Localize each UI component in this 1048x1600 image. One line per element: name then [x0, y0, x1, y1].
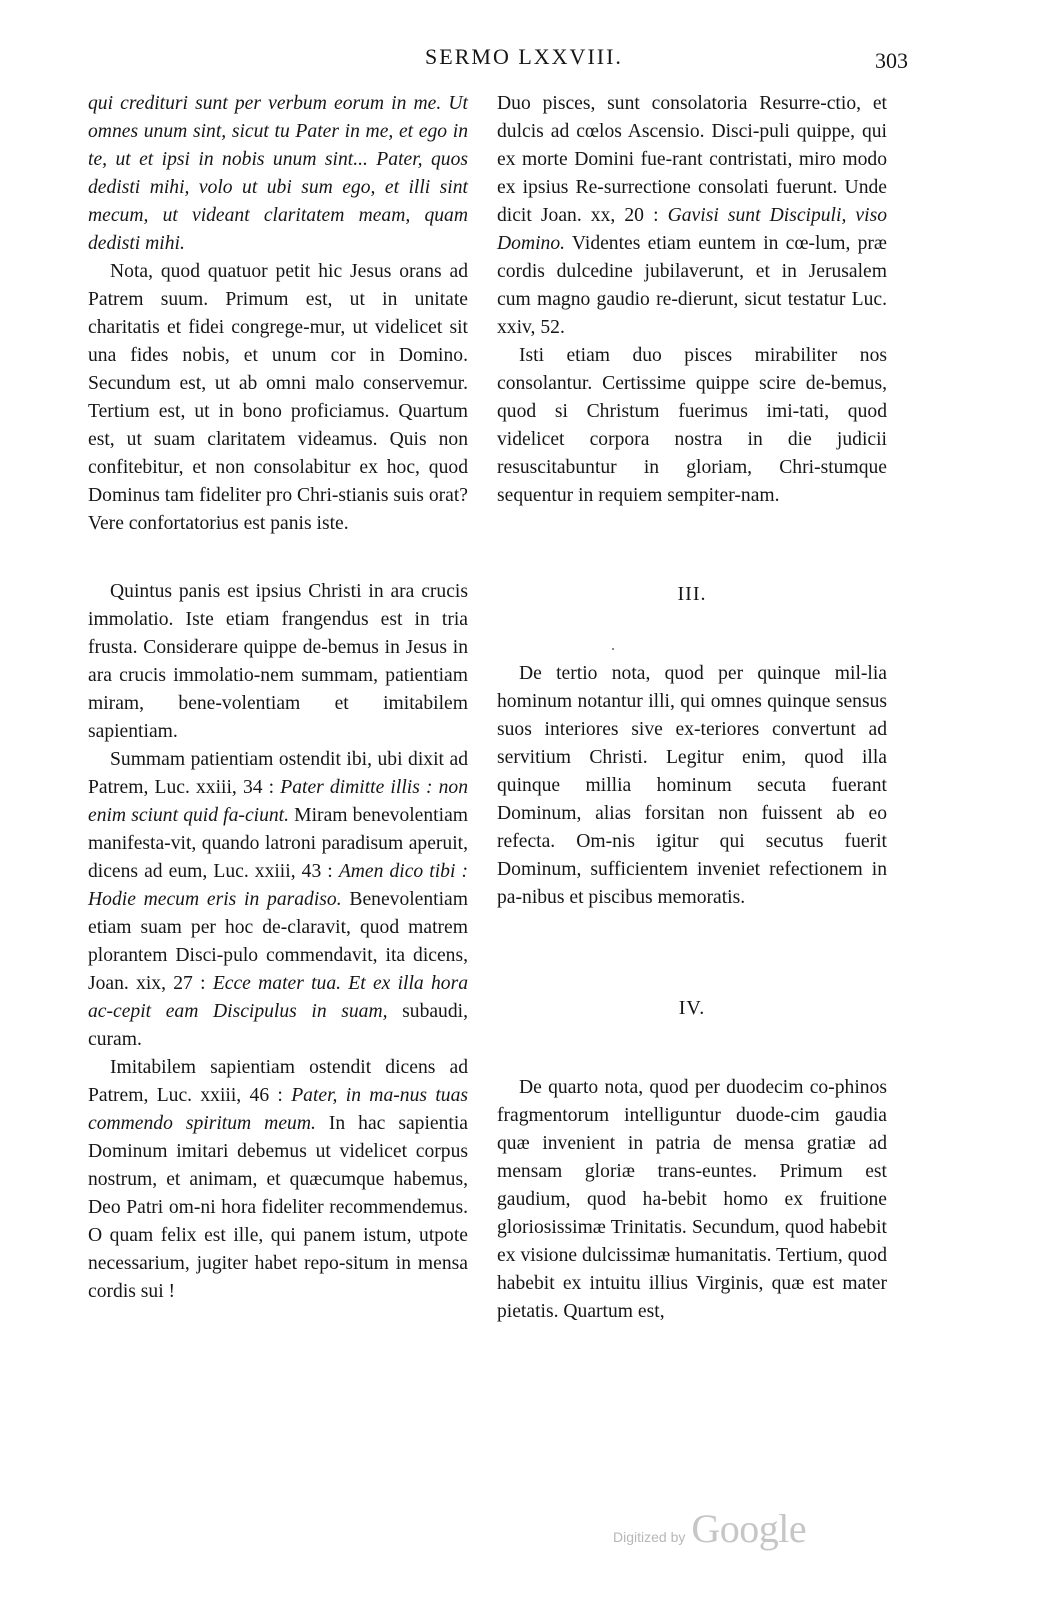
text-run: subaudi, curam.	[88, 1001, 468, 1050]
text-run: dierunt, sicut testatur Luc. xxiv, 52.	[497, 289, 887, 338]
text-run: rant contristati, miro modo ex ipsius Re-	[497, 149, 887, 198]
ink-speck	[612, 648, 614, 650]
text-run: Quintus panis est ipsius Christi in ara crucis immolatio. Iste etiam frangendus est in tria frusta. Considerare quippe de-	[88, 581, 468, 658]
text-run: claravit, quod matrem plorantem Disci-	[88, 917, 468, 966]
scripture-quote: Ecce mater tua. Et ex illa hora ac-	[88, 973, 468, 1022]
section-heading-4: IV.	[678, 997, 706, 1019]
right-column	[497, 90, 887, 1326]
scripture-quote: cepit eam Discipulus in suam,	[113, 1001, 388, 1022]
scripture-quote: Pater, in ma-	[291, 1085, 400, 1106]
text-run: nem summam, patientiam miram, bene-	[88, 665, 468, 714]
digitized-by-text: Digitized by	[613, 1529, 686, 1545]
text-run: In hac sapientia Dominum imitari debemus ut videlicet corpus nostrum, et animam, et quæcumque habemus, Deo Patri om-	[88, 1113, 468, 1218]
text-run: Duo pisces, sunt consolatoria Resurre-	[497, 93, 827, 114]
text-run: pulo commendavit, ita dicens, Joan. xix, 27 :	[88, 945, 468, 994]
text-run: surrectione consolati fuerunt. Unde dicit Joan. xx, 20 :	[497, 177, 887, 226]
google-logo-text: Google	[691, 1506, 807, 1551]
left-paragraph-quintus	[88, 578, 468, 746]
left-paragraph-imitabilem	[88, 1054, 468, 1306]
text-run: Imitabilem sapientiam ostendit dicens ad Patrem, Luc. xxiii, 46 :	[88, 1057, 468, 1106]
text-run: vit, quando latroni paradisum aperuit, dicens ad eum, Luc. xxiii, 43 :	[88, 833, 468, 882]
text-run: Nota, quod quatuor petit hic Jesus orans ad Patrem suum. Primum est, ut in unitate charitatis et fidei congrege-	[88, 261, 468, 338]
left-paragraph-summam	[88, 746, 468, 1054]
scripture-quote: Pater dimitte illis : non enim sciunt quid fa-	[88, 777, 468, 826]
right-paragraph-de-tertio: De tertio nota, quod per quinque mil-lia hominum notantur illi, qui omnes quinque sensus suos interiores sive ex-teriores convertunt ad servitium Christi. Legitur enim, quod illa quinque millia hominum secuta fuerant Dominum, alias forsitan non fuissent ab eo refecta. Om-nis igitur qui secutus fuerit Dominum, sufficientem inveniet refectionem in pa-nibus et piscibus memoratis.	[497, 663, 887, 908]
page-number: 303	[875, 48, 908, 73]
text-run: volentiam et imitabilem sapientiam.	[88, 693, 468, 742]
running-header-title: SERMO LXXVIII.	[425, 44, 623, 69]
right-paragraph-de-quarto: De quarto nota, quod per duodecim co-phinos fragmentorum intelliguntur duode-cim gaudia quæ invenient in patria de mensa gratiæ ad mensam gloriæ trans-euntes. Primum est gaudium, quod ha-bebit homo ex fruitione gloriosissimæ Trinitatis. Secundum, quod habebit ex visione dulcissimæ humanitatis. Tertium, quod habebit ex intuitu illius Virginis, quæ est mater pietatis. Quartum est,	[497, 1077, 887, 1322]
text-run: Miram benevolentiam manifesta-	[88, 805, 469, 854]
text-run: Benevolentiam etiam suam per hoc de-	[88, 889, 468, 938]
text-run: Summam patientiam ostendit ibi, ubi dixit ad Patrem, Luc. xxiii, 34 :	[88, 749, 468, 798]
text-run: bemus in Jesus in ara crucis immolatio-	[88, 637, 468, 686]
text-run: ctio, et dulcis ad cœlos Ascensio. Disci-	[497, 93, 887, 142]
right-paragraph-duo-pisces	[497, 90, 887, 342]
scripture-quote: Gavisi sunt Discipuli, viso Domino.	[497, 205, 887, 254]
left-paragraph-quote	[88, 90, 468, 258]
right-paragraph-isti: Isti etiam duo pisces mirabiliter nos consolantur. Certissime quippe scire de-bemus, quod si Christum fuerimus imi-tati, quod videlicet corpora nostra in die judicii resuscitabuntur in gloriam, Chri-stumque sequentur in requiem sempiter-nam.	[497, 345, 887, 506]
text-run: Videntes etiam euntem in cœ-	[565, 233, 816, 254]
text-run: ni hora fideliter recommendemus. O quam felix est ille, qui panem istum, utpote necessarium, jugiter habet repo-	[88, 1197, 468, 1274]
digitized-watermark	[613, 1505, 806, 1552]
text-run: lum, præ cordis dulcedine jubilaverunt, et in Jerusalem cum magno gaudio re-	[497, 233, 887, 310]
scripture-quote: Amen dico tibi : Hodie mecum eris in paradiso.	[88, 861, 468, 910]
section-heading-3: III.	[677, 583, 707, 605]
text-run: situm in mensa cordis sui !	[88, 1253, 468, 1302]
scripture-quote: ciunt.	[244, 805, 290, 826]
scripture-quote: nus tuas commendo spiritum meum.	[88, 1085, 468, 1134]
text-run: puli quippe, qui ex morte Domini fue-	[497, 121, 887, 170]
left-column	[88, 90, 468, 1306]
left-paragraph-nota	[88, 258, 468, 538]
text-run: stianis suis orat? Vere confortatorius est panis iste.	[88, 485, 468, 534]
text-run: mur, ut videlicet sit una fides nobis, et unum cor in Domino. Secundum est, ut ab omni malo conservemur. Tertium est, ut in bono proficiamus. Quartum est, ut suam claritatem videamus. Quis non confitebitur, et non consolabitur ex hoc, quod Dominus tam fideliter pro Chri-	[88, 317, 468, 506]
scripture-quote: qui credituri sunt per verbum eorum in me. Ut omnes unum sint, sicut tu Pater in me, et ego in te, ut et ipsi in nobis unum sint... Pater, quos dedisti mihi, volo ut ubi sum ego, et illi sint mecum, ut videant claritatem meam, quam dedisti mihi.	[88, 93, 468, 254]
